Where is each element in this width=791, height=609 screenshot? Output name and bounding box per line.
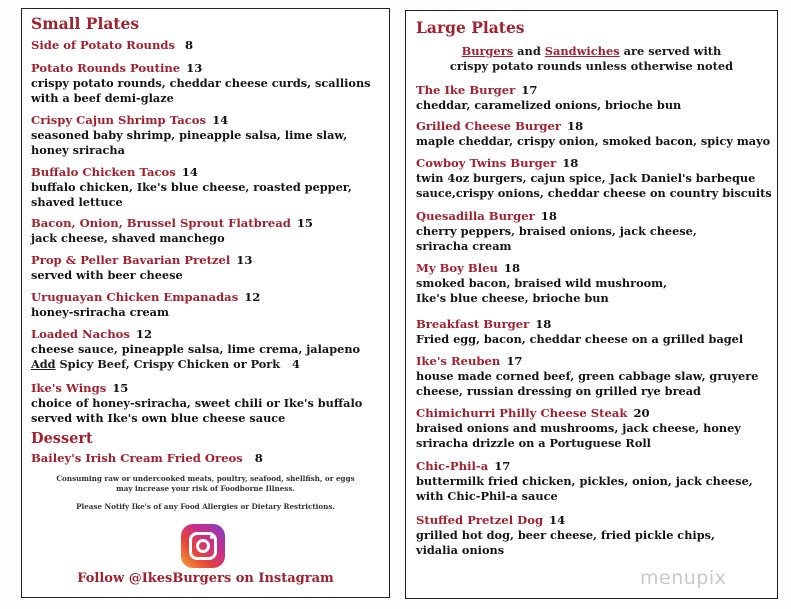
- small-plates-panel: [21, 8, 390, 598]
- item-description: smoked bacon, braised wild mushroom, Ike's blue cheese, brioche bun: [416, 276, 668, 305]
- item-name: Ike's Reuben: [416, 354, 501, 368]
- nachos-addon: [31, 357, 385, 372]
- item-description: house made corned beef, green cabbage slaw, gruyere cheese, russian dressing on grilled rye bread: [416, 369, 759, 398]
- item-price: 14: [212, 113, 229, 127]
- intro-text: are served with: [623, 44, 722, 58]
- item-price: 17: [494, 459, 511, 473]
- item-price: 12: [135, 327, 153, 341]
- item-description: seasoned baby shrimp, pineapple salsa, lime slaw, honey sriracha: [31, 128, 348, 157]
- item-name: Chimichurri Philly Cheese Steak: [416, 406, 628, 420]
- menupix-watermark: menupix: [640, 567, 727, 589]
- item-name: Quesadilla Burger: [416, 209, 535, 223]
- menu-item: [31, 323, 385, 371]
- menu-item: [31, 161, 385, 209]
- item-price: 15: [296, 216, 313, 230]
- instagram-follow-link[interactable]: Follow @IkesBurgers on Instagram: [77, 571, 334, 586]
- item-description: jack cheese, shaved manchego: [31, 231, 225, 245]
- menu-item: [416, 509, 773, 557]
- menu-item: [31, 377, 385, 425]
- warning-line: may increase your risk of Foodborne Illness.: [116, 484, 295, 493]
- item-price: 13: [186, 61, 203, 75]
- item-description: crispy potato rounds, cheddar cheese curds, scallions with a beef demi-glaze: [31, 76, 371, 105]
- item-description: Fried egg, bacon, cheddar cheese on a grilled bagel: [416, 332, 744, 346]
- item-price: 18: [540, 209, 557, 223]
- large-plates-title: Large Plates: [416, 18, 525, 37]
- menu-item: [31, 212, 385, 246]
- item-price: 17: [506, 354, 523, 368]
- item-description: choice of honey-sriracha, sweet chili or Ike's buffalo served with Ike's own blue cheese sauce: [31, 396, 363, 425]
- item-price: 18: [567, 119, 584, 133]
- menu-item: [31, 57, 385, 105]
- item-name: Cowboy Twins Burger: [416, 156, 557, 170]
- item-name: Buffalo Chicken Tacos: [31, 165, 176, 179]
- item-name: Side of Potato Rounds: [31, 38, 176, 52]
- item-name: Potato Rounds Poutine: [31, 61, 181, 75]
- menu-item: [416, 350, 773, 398]
- item-name: Prop & Peller Bavarian Pretzel: [31, 253, 231, 267]
- item-description: cherry peppers, braised onions, jack cheese, sriracha cream: [416, 224, 697, 253]
- menu-item: [31, 249, 385, 283]
- dessert-title: Dessert: [31, 430, 93, 447]
- item-description: cheddar, caramelized onions, brioche bun: [416, 98, 682, 112]
- menu-item: [31, 109, 385, 157]
- menu-item: [416, 313, 773, 347]
- menu-item: [31, 286, 385, 320]
- item-price: 15: [112, 381, 129, 395]
- menu-item: [31, 34, 385, 53]
- menu-item: [416, 115, 773, 149]
- item-price: 20: [633, 406, 650, 420]
- menu-item: [416, 79, 773, 113]
- item-price: 18: [503, 261, 521, 275]
- item-description: cheese sauce, pineapple salsa, lime crema, jalapeno: [31, 342, 361, 356]
- item-price: 18: [535, 317, 552, 331]
- item-description: maple cheddar, crispy onion, smoked bacon, spicy mayo: [416, 134, 771, 148]
- small-plates-title: Small Plates: [31, 14, 140, 33]
- item-price: 8: [185, 38, 194, 52]
- menu-item: [416, 257, 773, 305]
- item-name: My Boy Bleu: [416, 261, 498, 275]
- item-price: 18: [562, 156, 579, 170]
- item-description: grilled hot dog, beer cheese, fried pickle chips, vidalia onions: [416, 528, 715, 557]
- item-description: buffalo chicken, Ike's blue cheese, roasted pepper, shaved lettuce: [31, 180, 352, 209]
- item-description: buttermilk fried chicken, pickles, onion, jack cheese, with Chic-Phil-a sauce: [416, 474, 753, 503]
- allergy-notice: Please Notify Ike's of any Food Allergies or Dietary Restrictions.: [76, 502, 335, 511]
- item-description: twin 4oz burgers, cajun spice, Jack Daniel's barbeque sauce,crispy onions, cheddar cheese on country biscuits: [416, 171, 772, 200]
- item-name: The Ike Burger: [416, 83, 516, 97]
- item-name: Stuffed Pretzel Dog: [416, 513, 544, 527]
- item-description: braised onions and mushrooms, jack cheese, honey sriracha drizzle on a Portuguese Roll: [416, 421, 741, 450]
- item-name: Chic-Phil-a: [416, 459, 489, 473]
- item-description: honey-sriracha cream: [31, 305, 169, 319]
- menu-item: [416, 455, 773, 503]
- item-name: Bailey's Irish Cream Fried Oreos: [31, 451, 243, 465]
- warning-line: Consuming raw or undercooked meats, poultry, seafood, shellfish, or eggs: [56, 474, 355, 483]
- intro-and: and: [517, 44, 541, 58]
- item-price: 17: [521, 83, 538, 97]
- intro-text-line2: crispy potato rounds unless otherwise noted: [449, 59, 734, 73]
- addon-price: 4: [292, 356, 300, 371]
- item-name: Grilled Cheese Burger: [416, 119, 562, 133]
- addon-text: Spicy Beef, Crispy Chicken or Pork: [59, 356, 281, 371]
- item-price: 14: [549, 513, 566, 527]
- addon-label: Add: [31, 356, 56, 371]
- item-price: 14: [181, 165, 198, 179]
- menu-item: [416, 205, 773, 253]
- large-plates-panel: [405, 10, 778, 599]
- item-name: Loaded Nachos: [31, 327, 130, 341]
- menu-item: [416, 152, 773, 200]
- item-price: 12: [244, 290, 261, 304]
- item-description: served with beer cheese: [31, 268, 183, 282]
- item-name: Uruguayan Chicken Empanadas: [31, 290, 239, 304]
- intro-burgers: Burgers: [461, 44, 514, 58]
- large-plates-intro: [406, 44, 777, 74]
- instagram-icon[interactable]: [181, 524, 225, 568]
- intro-sandwiches: Sandwiches: [544, 44, 620, 58]
- menu-item: [416, 402, 773, 450]
- item-name: Crispy Cajun Shrimp Tacos: [31, 113, 207, 127]
- item-price: 13: [236, 253, 253, 267]
- item-price: 8: [254, 451, 263, 465]
- menu-item: [31, 447, 385, 466]
- raw-food-warning: [22, 474, 389, 494]
- item-name: Bacon, Onion, Brussel Sprout Flatbread: [31, 216, 291, 230]
- item-name: Ike's Wings: [31, 381, 107, 395]
- item-name: Breakfast Burger: [416, 317, 530, 331]
